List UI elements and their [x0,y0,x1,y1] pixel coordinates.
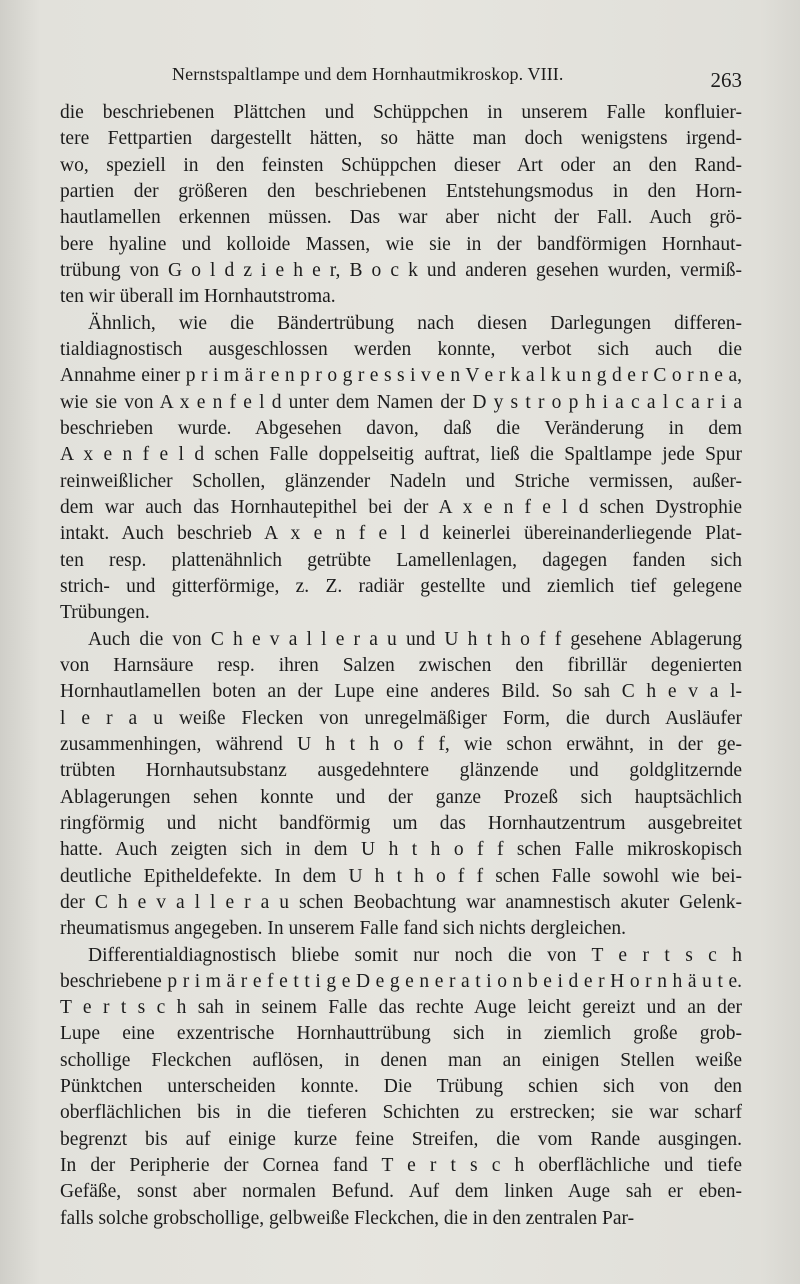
text-line: die beschriebenen Plättchen und Schüppchen in unserem Falle konfluier- [60,102,742,123]
text-line: ten resp. plattenähnlich getrübte Lamellenlagen, dagegen fanden sich [60,549,742,571]
text-line: intakt. Auch beschrieb A x e n f e l d keinerlei übereinanderliegende Plat- [60,523,742,545]
text-line: Lupe eine exzentrische Hornhauttrübung sich in ziemlich große grob- [60,1023,742,1045]
text-line: ten wir überall im Hornhautstroma. [60,286,336,308]
text-line: trübten Hornhautsubstanz ausgedehntere glänzende und goldglitzernde [60,760,742,782]
text-line: Trübungen. [60,602,150,624]
text-line: Auch die von C h e v a l l e r a u und U h t h o f f gesehene Ablagerung [88,628,742,650]
text-line: ringförmig und nicht bandförmig um das Hornhautzentrum ausgebreitet [60,812,742,834]
text-line: von Harnsäure resp. ihren Salzen zwischen den fibrillär degenierten [60,654,742,676]
text-line: T e r t s c h sah in seinem Falle das rechte Auge leicht gereizt und an der [60,997,742,1019]
text-line: Ähnlich, wie die Bändertrübung nach diesen Darlegungen differen- [88,312,742,334]
text-line: A x e n f e l d schen Falle doppelseitig auftrat, ließ die Spaltlampe jede Spur [60,444,742,466]
text-line: trübung von G o l d z i e h e r, B o c k und anderen gesehen wurden, vermiß- [60,259,742,281]
text-line: beschriebene p r i m ä r e f e t t i g e D e g e n e r a t i o n b e i d e r H o r n h ä u t e. [60,970,742,992]
page-number: 263 [710,68,742,92]
text-line: rheumatismus angegeben. In unserem Falle fand sich nichts dergleichen. [60,918,627,940]
text-line: bere hyaline und kolloide Massen, wie sie in der bandförmigen Hornhaut- [60,233,742,255]
text-line: beschrieben wurde. Abgesehen davon, daß die Veränderung in dem [60,417,742,439]
text-line: hatte. Auch zeigten sich in dem U h t h o f f schen Falle mikroskopisch [60,839,742,861]
running-title: Nernstspaltlampe und dem Hornhautmikroskop. VIII. [172,64,564,84]
text-line: tere Fettpartien dargestellt hätten, so hätte man doch wenigstens irgend- [60,128,742,150]
paragraph [60,943,742,1233]
text-line: Ablagerungen sehen konnte und der ganze Prozeß sich hauptsächlich [60,786,742,808]
text-line: partien der größeren den beschriebenen Entstehungsmodus in den Horn- [60,180,742,202]
text-line: Pünktchen unterscheiden konnte. Die Trübung schien sich von den [60,1076,742,1098]
text-line: l e r a u weiße Flecken von unregelmäßiger Form, die durch Ausläufer [60,707,742,729]
text-line: Differentialdiagnostisch bliebe somit nur noch die von T e r t s c h [88,944,742,966]
text-line: wie sie von A x e n f e l d unter dem Namen der D y s t r o p h i a c a l c a r i a [60,391,742,413]
paragraph [60,100,742,311]
text-line: In der Peripherie der Cornea fand T e r t s c h oberflächliche und tiefe [60,1155,742,1177]
body-text [60,100,742,1232]
paragraph [60,627,742,943]
text-line: der C h e v a l l e r a u schen Beobachtung war anamnestisch akuter Gelenk- [60,891,742,913]
paragraph [60,311,742,627]
text-line: oberflächlichen bis in die tieferen Schichten zu erstrecken; sie war scharf [60,1102,742,1124]
text-line: hautlamellen erkennen müssen. Das war aber nicht der Fall. Auch grö- [60,207,742,229]
text-line: reinweißlicher Schollen, glänzender Nadeln und Striche vermissen, außer- [60,470,742,492]
text-line: tialdiagnostisch ausgeschlossen werden konnte, verbot sich auch die [60,338,742,360]
text-line: begrenzt bis auf einige kurze feine Streifen, die vom Rande ausgingen. [60,1128,742,1150]
text-line: falls solche grobschollige, gelbweiße Fleckchen, die in den zentralen Par- [60,1207,635,1229]
page-header [60,62,750,92]
text-line: strich- und gitterförmige, z. Z. radiär gestellte und ziemlich tief gelegene [60,575,742,597]
text-line: deutliche Epitheldefekte. In dem U h t h o f f schen Falle sowohl wie bei- [60,865,742,887]
text-line: zusammenhingen, während U h t h o f f, wie schon erwähnt, in der ge- [60,733,742,755]
text-line: schollige Fleckchen auflösen, in denen man an einigen Stellen weiße [60,1049,742,1071]
text-line: Hornhautlamellen boten an der Lupe eine anderes Bild. So sah C h e v a l- [60,681,742,703]
text-line: dem war auch das Hornhautepithel bei der A x e n f e l d schen Dystrophie [60,496,742,518]
text-line: Annahme einer p r i m ä r e n p r o g r e s s i v e n V e r k a l k u n g d e r C o r n e a, [60,365,742,387]
text-line: Gefäße, sonst aber normalen Befund. Auf dem linken Auge sah er eben- [60,1181,742,1203]
text-line: wo, speziell in den feinsten Schüppchen dieser Art oder an den Rand- [60,154,742,176]
